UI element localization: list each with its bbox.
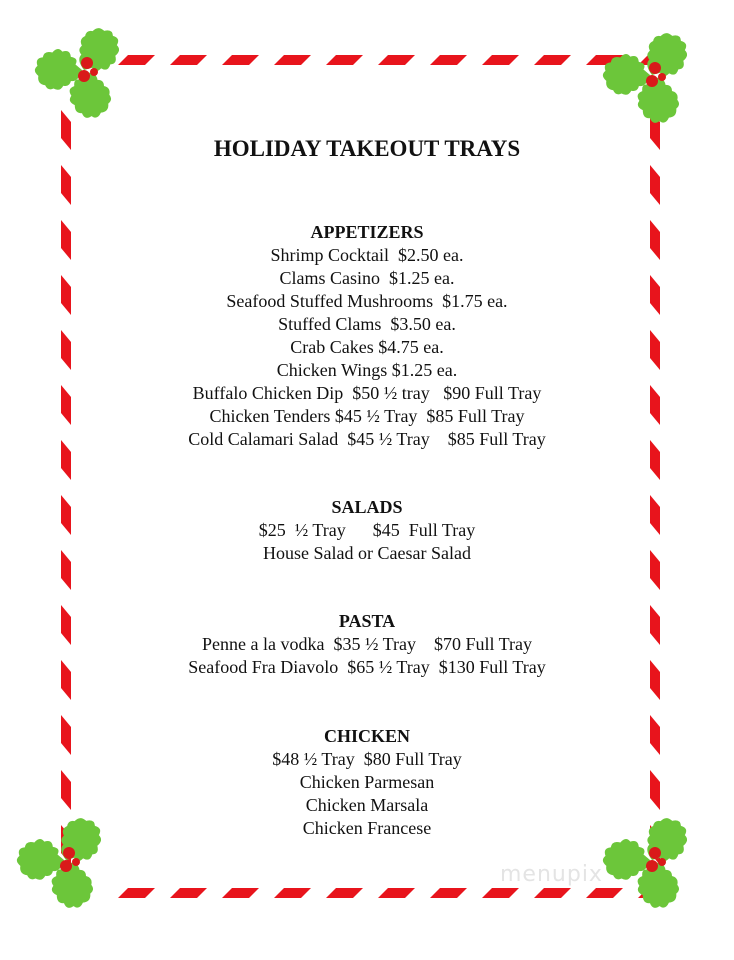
border-stripe [222, 888, 259, 898]
chicken-section [0, 725, 734, 840]
menu-item: Clams Casino $1.25 ea. [279, 268, 455, 288]
holly-berry-icon [78, 70, 90, 82]
holly-berry-icon [646, 860, 658, 872]
holly-berry-icon [63, 847, 75, 859]
holly-berry-icon [646, 75, 658, 87]
appetizers-section [0, 221, 734, 451]
menu-item: Chicken Parmesan [299, 772, 435, 792]
border-stripe [326, 55, 363, 65]
holly-berry-icon [60, 860, 72, 872]
border-stripe [586, 888, 623, 898]
border-stripe [378, 55, 415, 65]
holly-berry-icon [658, 73, 666, 81]
page-title: HOLIDAY TAKEOUT TRAYS [213, 136, 521, 161]
border-stripe [534, 55, 571, 65]
menu-item: Stuffed Clams $3.50 ea. [278, 314, 456, 334]
menu-item: Crab Cakes $4.75 ea. [290, 337, 444, 357]
menu-item: Cold Calamari Salad $45 ½ Tray $85 Full Tray [188, 429, 546, 449]
pasta-section [0, 610, 734, 679]
watermark: menupix [500, 862, 603, 887]
menu-item: Shrimp Cocktail $2.50 ea. [270, 245, 464, 265]
menu-item: Chicken Tenders $45 ½ Tray $85 Full Tray [209, 406, 525, 426]
menu-item: Chicken Francese [302, 818, 432, 838]
menu-item: Seafood Stuffed Mushrooms $1.75 ea. [226, 291, 508, 311]
salads-section [0, 496, 734, 565]
border-stripe [170, 55, 207, 65]
border-stripe [650, 165, 660, 205]
border-stripe [430, 888, 467, 898]
border-stripe [274, 888, 311, 898]
section-heading: APPETIZERS [310, 222, 424, 242]
border-stripe [222, 55, 259, 65]
border-stripe [482, 888, 519, 898]
border-stripe [482, 55, 519, 65]
menu-item: Chicken Wings $1.25 ea. [276, 360, 458, 380]
border-stripe [430, 55, 467, 65]
border-stripe [534, 888, 571, 898]
section-heading: PASTA [338, 611, 396, 631]
holly-berry-icon [649, 62, 661, 74]
menu-item: Chicken Marsala [305, 795, 429, 815]
border-stripe [118, 55, 155, 65]
menu-item: $48 ½ Tray $80 Full Tray [272, 749, 462, 769]
menu-item: Penne a la vodka $35 ½ Tray $70 Full Tray [201, 634, 532, 654]
border-stripe [326, 888, 363, 898]
border-stripe [170, 888, 207, 898]
section-heading: CHICKEN [323, 726, 410, 746]
menu-item: Seafood Fra Diavolo $65 ½ Tray $130 Full Tray [188, 657, 546, 677]
holly-berry-icon [81, 57, 93, 69]
holly-berry-icon [658, 858, 666, 866]
holly-berry-icon [72, 858, 80, 866]
border-stripe [378, 888, 415, 898]
menu-item: Buffalo Chicken Dip $50 ½ tray $90 Full Tray [192, 383, 542, 403]
menu-item: House Salad or Caesar Salad [263, 543, 471, 563]
border-stripe [274, 55, 311, 65]
holly-berry-icon [649, 847, 661, 859]
menu-item: $25 ½ Tray $45 Full Tray [258, 520, 476, 540]
border-stripe [118, 888, 155, 898]
section-heading: SALADS [331, 497, 403, 517]
border-stripe [61, 165, 71, 205]
holly-berry-icon [90, 68, 98, 76]
